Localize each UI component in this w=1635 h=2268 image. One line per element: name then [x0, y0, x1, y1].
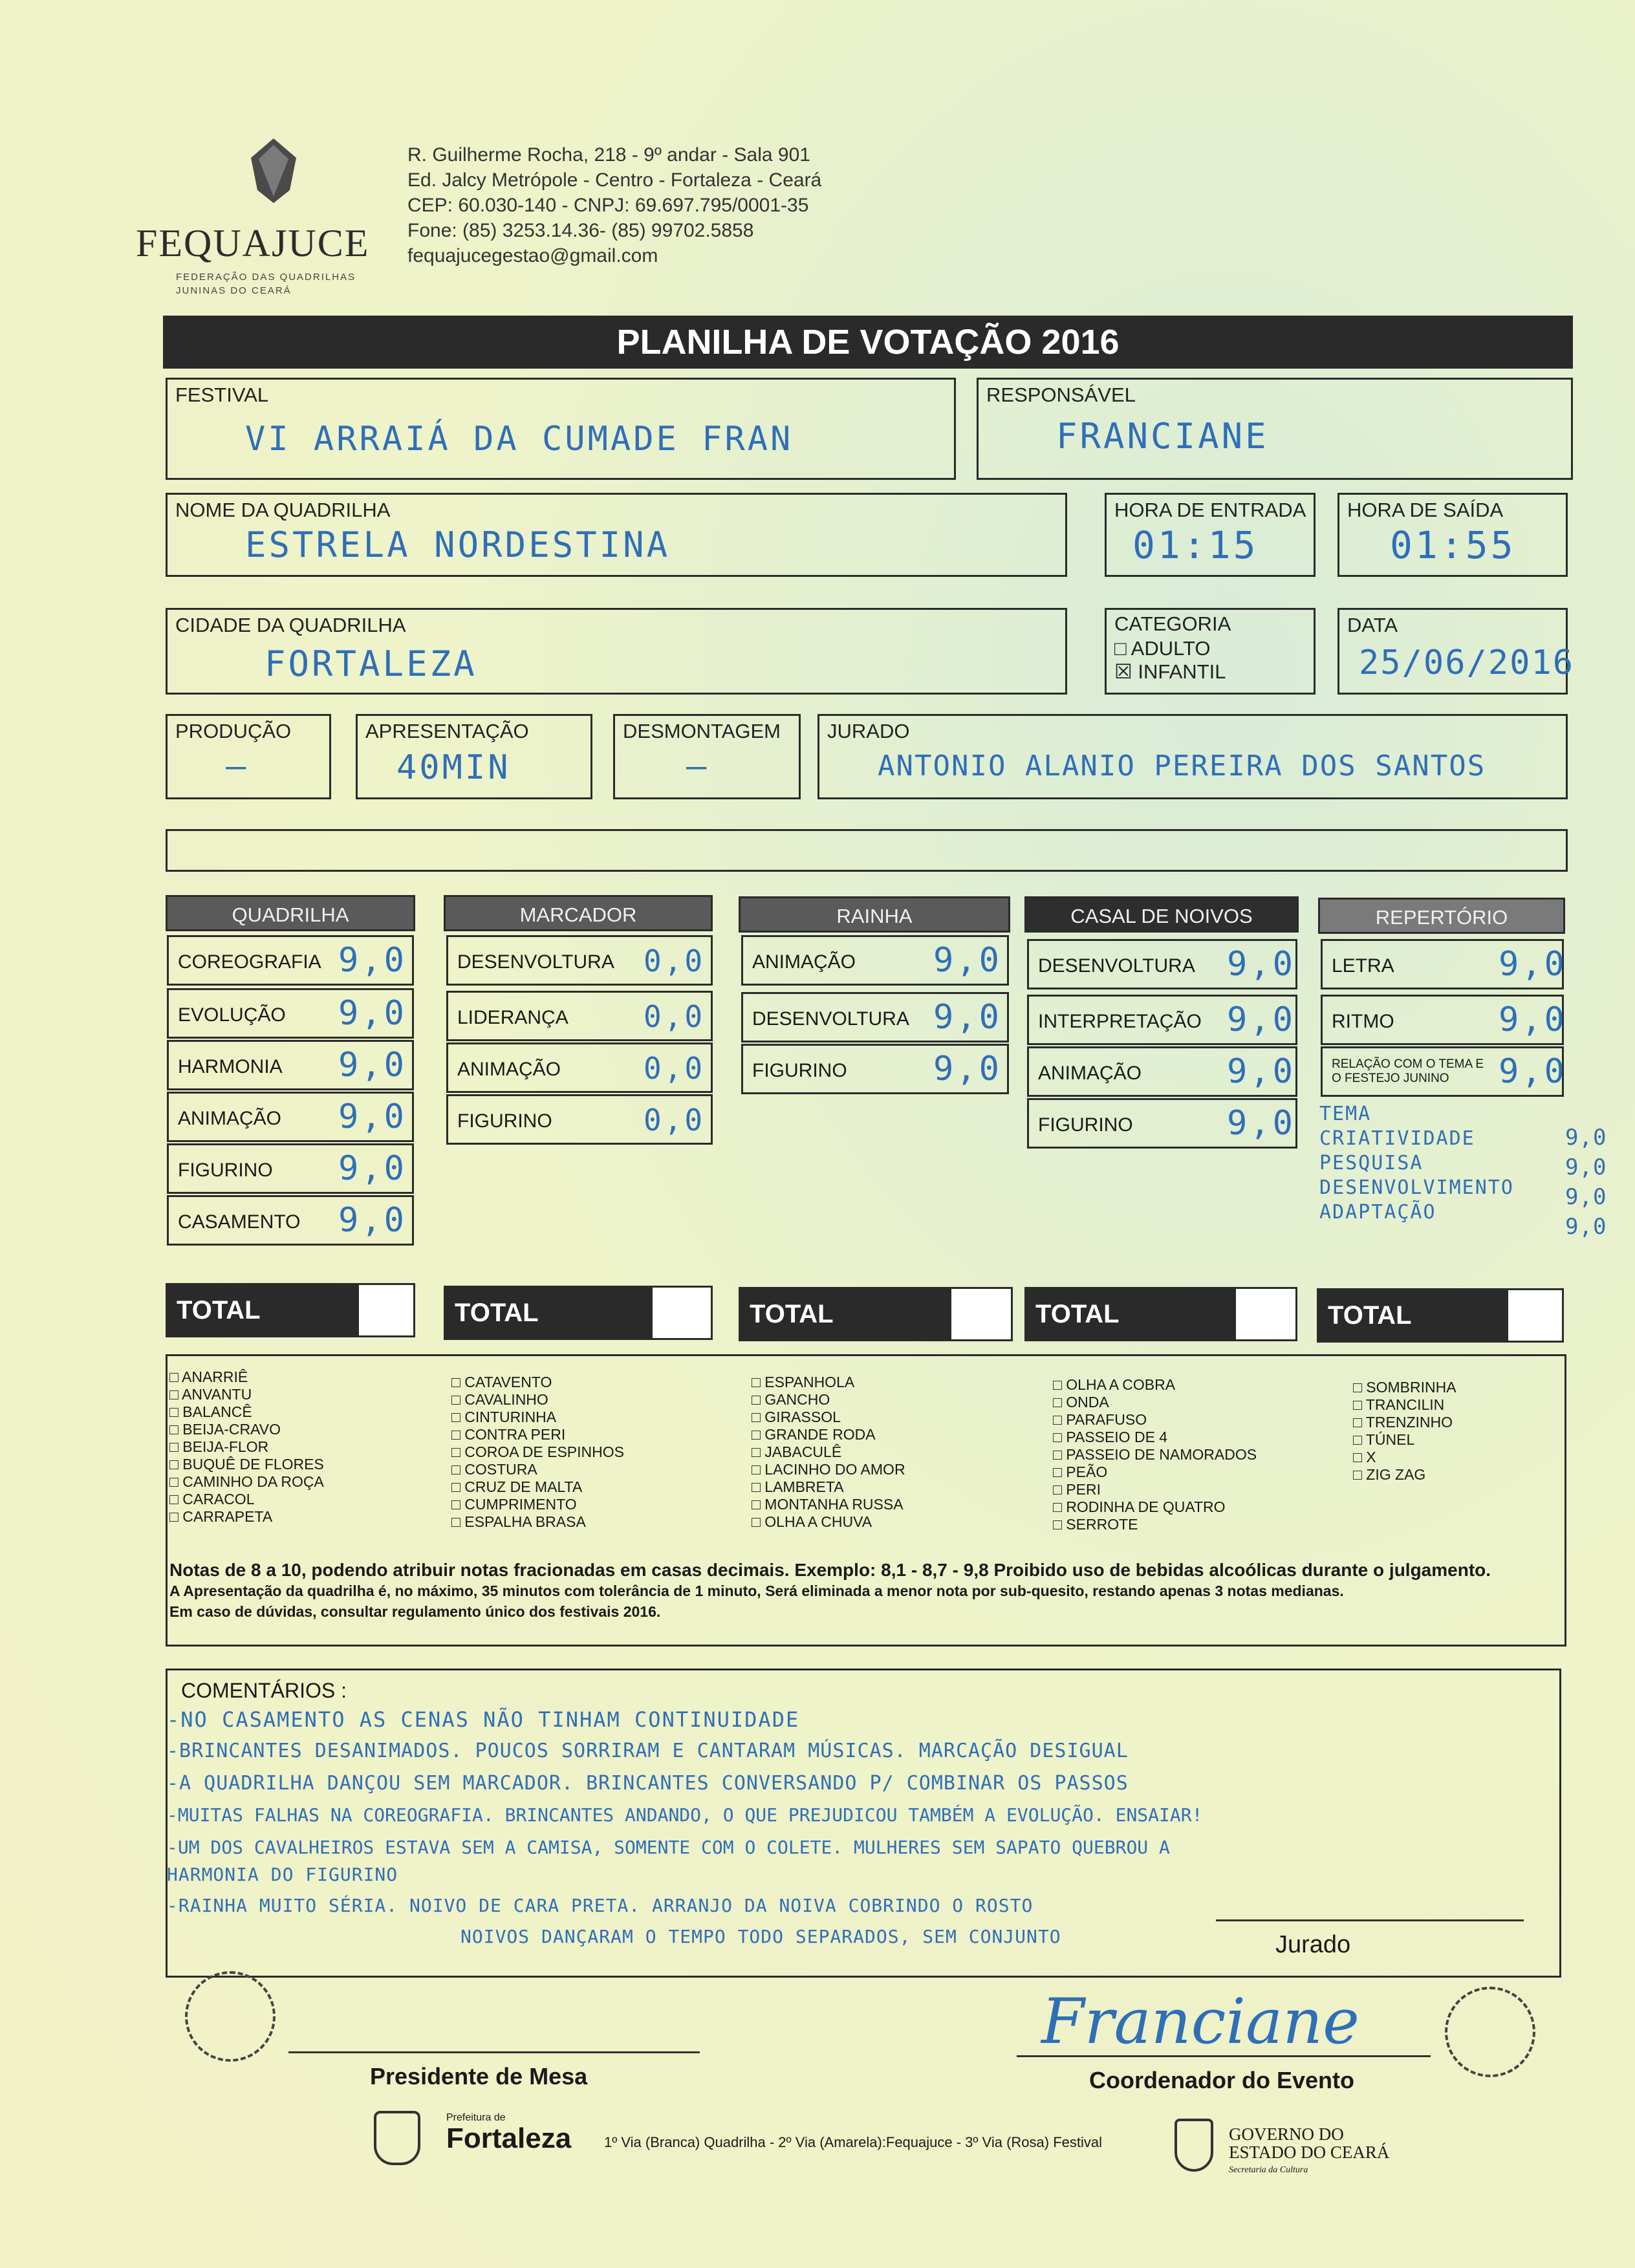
criterion-row[interactable]: ANIMAÇÃO 9,0 [741, 935, 1009, 986]
festival-field[interactable]: FESTIVAL VI ARRAIÁ DA CUMADE FRAN [166, 378, 956, 480]
presidente-label: Presidente de Mesa [370, 2063, 588, 2090]
score: 0,0 [644, 944, 706, 978]
comment-line: -MUITAS FALHAS NA COREOGRAFIA. BRINCANTES ANDANDO, O QUE PREJUDICOU TAMBÉM A EVOLUÇÃO. ENSAIAR! [167, 1804, 1203, 1826]
jurado-signature-line [1216, 1919, 1524, 1921]
vias-note: 1º Via (Branca) Quadrilha - 2º Via (Amarela):Fequajuce - 3º Via (Rosa) Festival [604, 2134, 1102, 2150]
score: 9,0 [933, 1050, 1002, 1088]
rules-notes: Notas de 8 a 10, podendo atribuir notas fracionadas em casas decimais. Exemplo: 8,1 - 8,7 - 9,8 Proibido uso de bebidas alcoólicas durante o julgamento. A Apresentação da quadrilha é, no máximo, 35 minutos com tolerância de 1 minuto, Será eliminada a menor nota por sub-quesito, restando apenas 3 notas medianas. Em caso de dúvidas, consultar regulamento único dos festivais 2016. [169, 1560, 1491, 1620]
score: 9,0 [338, 941, 407, 980]
hora-saida-field[interactable]: HORA DE SAÍDA 01:55 [1337, 493, 1568, 577]
total-quadrilha[interactable]: TOTAL [166, 1283, 415, 1337]
responsavel-field[interactable]: RESPONSÁVEL FRANCIANE [977, 378, 1573, 480]
extra-criteria: TEMA CRIATIVIDADE PESQUISA DESENVOLVIMENTO ADAPTAÇÃO [1319, 1103, 1514, 1224]
total-repertorio[interactable]: TOTAL [1317, 1288, 1564, 1343]
criterion-row[interactable]: LETRA 9,0 [1321, 939, 1564, 989]
step-item[interactable]: □ PARAFUSO [1053, 1411, 1257, 1429]
panel-casal-title: CASAL DE NOIVOS [1024, 896, 1299, 933]
step-item[interactable]: □ COSTURA [451, 1461, 624, 1478]
step-item[interactable]: □ GANCHO [752, 1391, 905, 1409]
steps-col-4 [1053, 1376, 1257, 1533]
step-item[interactable]: □ CONTRA PERI [451, 1426, 624, 1443]
step-item[interactable]: □ BUQUÊ DE FLORES [169, 1456, 324, 1473]
comment-line: -RAINHA MUITO SÉRIA. NOIVO DE CARA PRETA. ARRANJO DA NOIVA COBRINDO O ROSTO [167, 1895, 1034, 1916]
comment-line: -BRINCANTES DESANIMADOS. POUCOS SORRIRAM E CANTARAM MÚSICAS. MARCAÇÃO DESIGUAL [167, 1740, 1129, 1762]
comment-line: -NO CASAMENTO AS CENAS NÃO TINHAM CONTINUIDADE [167, 1707, 800, 1732]
score: 9,0 [1499, 1052, 1567, 1091]
step-item[interactable]: □ ANVANTU [169, 1386, 324, 1403]
step-item[interactable]: □ COROA DE ESPINHOS [451, 1443, 624, 1461]
cidade-field[interactable]: CIDADE DA QUADRILHA FORTALEZA [166, 608, 1067, 695]
score: 9,0 [1227, 945, 1295, 984]
step-item[interactable]: □ CAMINHO DA ROÇA [169, 1473, 324, 1491]
score: 9,0 [1227, 1104, 1295, 1143]
criterion-row[interactable]: DESENVOLTURA 9,0 [1027, 939, 1297, 989]
cidade-value: FORTALEZA [265, 643, 477, 684]
criterion-row[interactable]: ANIMAÇÃO 9,0 [1027, 1046, 1297, 1097]
criterion-row[interactable]: INTERPRETAÇÃO 9,0 [1027, 995, 1297, 1045]
nome-quadrilha-value: ESTRELA NORDESTINA [245, 524, 671, 565]
step-item[interactable]: □ LACINHO DO AMOR [752, 1461, 905, 1478]
step-item[interactable]: □ ESPANHOLA [752, 1374, 905, 1391]
score: 9,0 [1227, 1000, 1295, 1039]
step-item[interactable]: □ BEIJA-CRAVO [169, 1421, 324, 1438]
voting-sheet: FEQUAJUCE FEDERAÇÃO DAS QUADRILHAS JUNINAS DO CEARÁ R. Guilherme Rocha, 218 - 9º andar - Sala 901 Ed. Jalcy Metrópole - Centro - Fortaleza - Ceará CEP: 60.030-140 - CNPJ: 69.697.795/0001-35 Fone: (85) 3253.14.36- (85) 99702.5858 fequajucegestao@gmail.com PLANILHA DE VOTAÇÃO 2016 FESTIVAL VI ARRAIÁ DA CUMADE FRAN RESPONSÁVEL FRANCIANE NOME DA QUADRILHA ESTRELA NORDESTINA HORA DE ENTRADA 01:15 HORA DE SAÍDA 01:55 CIDADE DA QUADRILHA FORTALEZA CATEGORIA □ ADULTO ☒ INFANTIL DATA 25/06/2016 PRODUÇÃO — APRESENTAÇÃO 40MIN DESMONTAGEM — JURADO ANTONIO ALANIO PEREIRA DOS SANTOS QUADRILHA COREOGRAFIA 9,0 EVOLUÇÃO 9,0 HARMONIA 9,0 ANIMAÇÃO 9,0 FIGURINO 9,0 CASAMENTO 9,0 MARCADOR DESENVOLTURA 0,0 LIDERANÇA 0,0 ANIMAÇÃO 0,0 FIGURINO 0,0 RAINHA ANIMAÇÃO 9,0 DESENVOLTURA 9,0 FIGURINO 9,0 CASAL DE NOIVOS DESENVOLTURA 9,0 INTERPRETAÇÃO 9,0 ANIMAÇÃO 9,0 FIGURINO 9,0 REPERTÓRIO LETRA 9,0 RITMO 9,0 RELAÇÃO COM O TEMA E O FESTEJO JUNINO 9,0 TEMA CRIATIVIDADE PESQUISA DESENVOLVIMENTO ADAPTAÇÃO 9,0 9,0 9,0 9,0 TOTAL TOTAL TOTAL TOTAL TOTAL □ ANARRIÊ □ ANVANTU □ BALANCÊ □ BEIJA-CRAVO □ BEIJA-FLOR □ BUQUÊ DE FLORES □ CAMINHO DA ROÇA □ CARACOL □ CARRAPETA □ CATAVENTO □ CAVALINHO □ CINTURINHA □ CONTRA PERI □ COROA DE ESPINHOS □ COSTURA □ CRUZ DE MALTA □ CUMPRIMENTO □ ESPALHA BRASA □ ESPANHOLA □ GANCHO □ GIRASSOL □ GRANDE RODA □ JABACULÊ □ LACINHO DO AMOR □ LAMBRETA □ MONTANHA RUSSA □ OLHA A CHUVA □ OLHA A COBRA □ ONDA □ PARAFUSO □ PASSEIO DE 4 □ PASSEIO DE NAMORADOS □ PEÃO □ PERI □ RODINHA DE QUATRO □ SERROTE □ SOMBRINHA □ TRANCILIN □ TRENZINHO □ TÚNEL □ X □ ZIG ZAG Notas de 8 a 10, podendo atribuir notas fracionadas em casas decimais. Exemplo: 8,1 - 8,7 - 9,8 Proibido uso de bebidas alcoólicas durante o julgamento. A Apresentação da quadrilha é, no máximo, 35 minutos com tolerância de 1 minuto, Será eliminada a menor nota por sub-quesito, restando apenas 3 notas medianas. Em caso de dúvidas, consultar regulamento único dos festivais 2016. COMENTÁRIOS : -NO CASAMENTO AS CENAS NÃO TINHAM CONTINUIDADE -BRINCANTES DESANIMADOS. POUCOS SORRIRAM E CANTARAM MÚSICAS. MARCAÇÃO DESIGUAL -A QUADRILHA DANÇOU SEM MARCADOR. BRINCANTES CONVERSANDO P/ COMBINAR OS PASSOS -MUITAS FALHAS NA COREOGRAFIA. BRINCANTES ANDANDO, O QUE PREJUDICOU TAMBÉM A EVOLUÇÃO. ENSAIAR! -UM DOS CAVALHEIROS ESTAVA SEM A CAMISA, SOMENTE COM O COLETE. MULHERES SEM SAPATO QUEBROU A HARMONIA DO FIGURINO -RAINHA MUITO SÉRIA. NOIVO DE CARA PRETA. ARRANJO DA NOIVA COBRINDO O ROSTO NOIVOS DANÇARAM O TEMPO TODO SEPARADOS, SEM CONJUNTO Jurado Presidente de Mesa Franciane Coordenador do Evento Prefeitura de Fortaleza 1º Via (Branca) Quadrilha - 2º Via (Amarela):Fequajuce - 3º Via (Rosa) Festival GOVERNO DO ESTADO DO CEARÁ Secretaria da Cultura [0, 0, 1635, 2268]
comment-line: -UM DOS CAVALHEIROS ESTAVA SEM A CAMISA, SOMENTE COM O COLETE. MULHERES SEM SAPATO QUEBROU A [167, 1837, 1170, 1858]
step-item[interactable]: □ GIRASSOL [752, 1409, 905, 1426]
steps-col-1 [169, 1368, 324, 1526]
comment-line: NOIVOS DANÇARAM O TEMPO TODO SEPARADOS, SEM CONJUNTO [460, 1926, 1061, 1947]
step-item[interactable]: □ TRANCILIN [1353, 1396, 1456, 1414]
criterion-row[interactable]: COREOGRAFIA 9,0 [167, 935, 414, 986]
data-field[interactable]: DATA 25/06/2016 [1337, 608, 1568, 695]
score: 9,0 [338, 1149, 407, 1188]
prefeitura-emblem-icon [374, 2111, 420, 2165]
coordenador-label: Coordenador do Evento [1089, 2067, 1355, 2093]
confebras-seal-icon [185, 1971, 276, 2062]
step-item[interactable]: □ ZIG ZAG [1353, 1466, 1456, 1484]
desmontagem-value: — [686, 747, 709, 786]
score: 9,0 [338, 1201, 407, 1240]
ceara-coat-of-arms-icon [1175, 2119, 1213, 2172]
step-item[interactable]: □ CRUZ DE MALTA [451, 1478, 624, 1496]
criterion-row[interactable]: RITMO 9,0 [1321, 995, 1564, 1045]
hora-entrada-value: 01:15 [1132, 523, 1259, 567]
categoria-adulto-checkbox[interactable]: □ ADULTO [1114, 637, 1211, 660]
coordenador-signature-line [1017, 2055, 1431, 2057]
step-item[interactable]: □ TRENZINHO [1353, 1414, 1456, 1431]
step-item[interactable]: □ BEIJA-FLOR [169, 1438, 324, 1456]
step-item[interactable]: □ CARRAPETA [169, 1508, 324, 1526]
jurado-label: Jurado [1275, 1931, 1351, 1958]
step-item[interactable]: □ RODINHA DE QUATRO [1053, 1498, 1257, 1516]
nome-quadrilha-field[interactable]: NOME DA QUADRILHA ESTRELA NORDESTINA [166, 493, 1067, 577]
hora-saida-value: 01:55 [1390, 523, 1516, 567]
responsavel-value: FRANCIANE [1056, 416, 1269, 457]
hora-entrada-field[interactable]: HORA DE ENTRADA 01:15 [1105, 493, 1316, 577]
address-block [407, 142, 821, 268]
extra-scores: 9,0 9,0 9,0 9,0 [1565, 1125, 1607, 1240]
address-line: CEP: 60.030-140 - CNPJ: 69.697.795/0001-35 [407, 195, 809, 216]
criterion-row[interactable]: FIGURINO 9,0 [167, 1143, 414, 1194]
step-item[interactable]: □ CARACOL [169, 1491, 324, 1508]
step-item[interactable]: □ TÚNEL [1353, 1431, 1456, 1449]
criterion-row[interactable]: FIGURINO 9,0 [1027, 1098, 1297, 1149]
score: 9,0 [933, 998, 1002, 1037]
logo-subtitle: FEDERAÇÃO DAS QUADRILHAS JUNINAS DO CEARÁ [176, 272, 356, 296]
governo-logo: GOVERNO DO ESTADO DO CEARÁ Secretaria da Cultura [1229, 2124, 1390, 2175]
step-item[interactable]: □ SERROTE [1053, 1516, 1257, 1533]
score: 9,0 [1227, 1052, 1295, 1091]
producao-value: — [226, 747, 249, 786]
logo-name: FEQUAJUCE [136, 222, 370, 265]
unej-seal-icon [1445, 1987, 1535, 2077]
coordenador-signature: Franciane [1041, 1985, 1359, 2058]
step-item[interactable]: □ ANARRIÊ [169, 1368, 324, 1386]
desmontagem-field[interactable]: DESMONTAGEM — [613, 714, 801, 799]
apresentacao-value: 40MIN [396, 748, 511, 787]
steps-col-2 [451, 1374, 624, 1531]
email: fequajucegestao@gmail.com [407, 245, 658, 266]
total-casal[interactable]: TOTAL [1024, 1287, 1297, 1341]
total-marcador[interactable]: TOTAL [444, 1286, 713, 1340]
score: 9,0 [1499, 945, 1567, 984]
comment-line: -A QUADRILHA DANÇOU SEM MARCADOR. BRINCANTES CONVERSANDO P/ COMBINAR OS PASSOS [167, 1772, 1129, 1795]
panel-rainha-title: RAINHA [739, 896, 1010, 933]
score: 0,0 [644, 1103, 706, 1138]
score: 9,0 [338, 1097, 407, 1136]
criterion-row[interactable]: DESENVOLTURA 9,0 [741, 992, 1009, 1042]
step-item[interactable]: □ X [1353, 1449, 1456, 1466]
comment-line: HARMONIA DO FIGURINO [167, 1864, 398, 1885]
steps-col-5 [1353, 1379, 1456, 1484]
panel-repertorio-title: REPERTÓRIO [1318, 898, 1565, 934]
step-item[interactable]: □ CUMPRIMENTO [451, 1496, 624, 1513]
step-item[interactable]: □ SOMBRINHA [1353, 1379, 1456, 1396]
criterion-row[interactable]: FIGURINO 9,0 [741, 1044, 1009, 1094]
criterion-row[interactable]: EVOLUÇÃO 9,0 [167, 988, 414, 1039]
data-value: 25/06/2016 [1359, 643, 1575, 682]
score: 0,0 [644, 999, 706, 1034]
steps-col-3 [752, 1374, 905, 1531]
festival-value: VI ARRAIÁ DA CUMADE FRAN [245, 420, 794, 459]
criterion-row[interactable]: RELAÇÃO COM O TEMA E O FESTEJO JUNINO 9,0 [1321, 1046, 1564, 1097]
criterion-row[interactable]: ANIMAÇÃO 9,0 [167, 1092, 414, 1142]
address-line: Ed. Jalcy Metrópole - Centro - Fortaleza - Ceará [407, 169, 822, 191]
jurado-value: ANTONIO ALANIO PEREIRA DOS SANTOS [878, 750, 1486, 783]
criterion-row[interactable]: FIGURINO 0,0 [446, 1094, 713, 1145]
step-item[interactable]: □ JABACULÊ [752, 1443, 905, 1461]
step-item[interactable]: □ ESPALHA BRASA [451, 1513, 624, 1531]
step-item[interactable]: □ CINTURINHA [451, 1409, 624, 1426]
criterion-row[interactable]: ANIMAÇÃO 0,0 [446, 1042, 713, 1093]
panel-quadrilha-title: QUADRILHA [166, 895, 415, 931]
step-item[interactable]: □ CATAVENTO [451, 1374, 624, 1391]
score: 9,0 [933, 941, 1002, 980]
criterion-row[interactable]: LIDERANÇA 0,0 [446, 991, 713, 1041]
total-rainha[interactable]: TOTAL [739, 1287, 1013, 1341]
step-item[interactable]: □ CAVALINHO [451, 1391, 624, 1409]
step-item[interactable]: □ GRANDE RODA [752, 1426, 905, 1443]
score: 0,0 [644, 1051, 706, 1086]
jurado-field[interactable]: JURADO ANTONIO ALANIO PEREIRA DOS SANTOS [817, 714, 1568, 799]
producao-field[interactable]: PRODUÇÃO — [166, 714, 331, 799]
score: 9,0 [338, 1046, 407, 1085]
comments-label: COMENTÁRIOS : [181, 1679, 347, 1702]
step-item[interactable]: □ BALANCÊ [169, 1403, 324, 1421]
apresentacao-field[interactable]: APRESENTAÇÃO 40MIN [356, 714, 592, 799]
score: 9,0 [1499, 1000, 1567, 1039]
step-item[interactable]: □ OLHA A CHUVA [752, 1513, 905, 1531]
page-title: PLANILHA DE VOTAÇÃO 2016 [163, 316, 1573, 369]
criterion-row[interactable]: CASAMENTO 9,0 [167, 1195, 414, 1246]
criterion-row[interactable]: HARMONIA 9,0 [167, 1040, 414, 1090]
step-item[interactable]: □ ONDA [1053, 1394, 1257, 1411]
step-item[interactable]: □ OLHA A COBRA [1053, 1376, 1257, 1394]
categoria-infantil-checkbox[interactable]: ☒ INFANTIL [1114, 660, 1226, 683]
step-item[interactable]: □ PASSEIO DE 4 [1053, 1429, 1257, 1446]
step-item[interactable]: □ PASSEIO DE NAMORADOS [1053, 1446, 1257, 1463]
step-item[interactable]: □ PERI [1053, 1481, 1257, 1498]
score: 9,0 [338, 994, 407, 1033]
step-item[interactable]: □ MONTANHA RUSSA [752, 1496, 905, 1513]
address-line: Fone: (85) 3253.14.36- (85) 99702.5858 [407, 220, 754, 241]
fequajuce-logo-icon [251, 138, 296, 203]
blank-field[interactable] [166, 829, 1568, 872]
step-item[interactable]: □ LAMBRETA [752, 1478, 905, 1496]
presidente-signature-line [288, 2051, 700, 2053]
panel-marcador-title: MARCADOR [444, 895, 713, 931]
address-line: R. Guilherme Rocha, 218 - 9º andar - Sala 901 [407, 144, 810, 166]
categoria-field: CATEGORIA □ ADULTO ☒ INFANTIL [1105, 608, 1316, 695]
step-item[interactable]: □ PEÃO [1053, 1463, 1257, 1481]
criterion-row[interactable]: DESENVOLTURA 0,0 [446, 935, 713, 986]
